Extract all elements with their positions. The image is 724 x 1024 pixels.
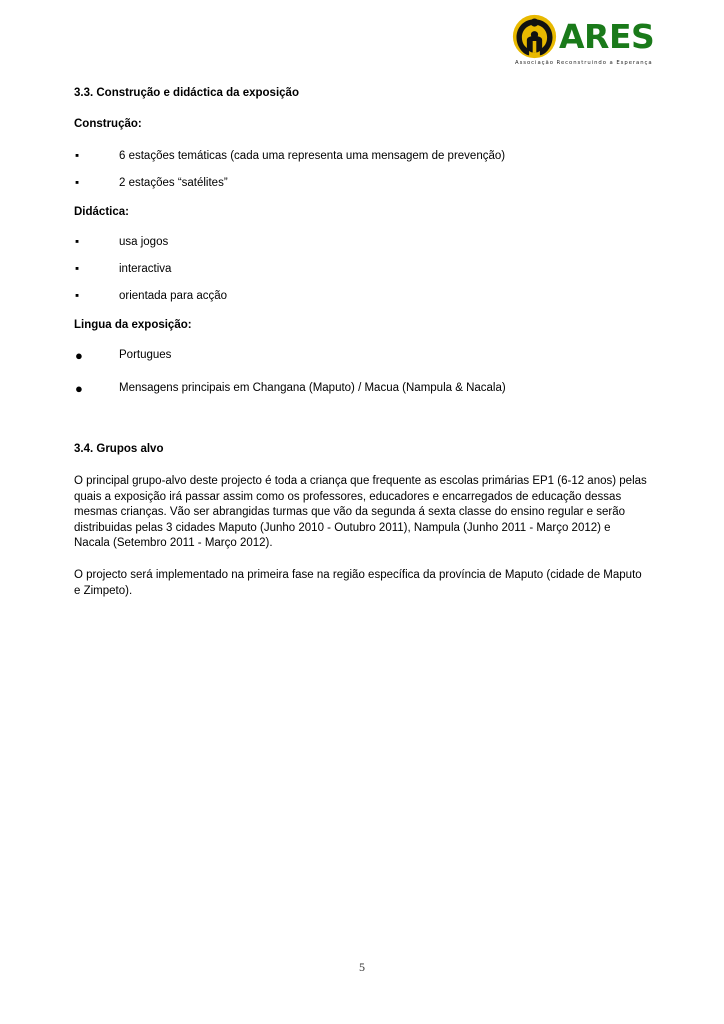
page-number: 5 [359, 960, 365, 974]
logo-tagline: Associação Reconstruindo a Esperança [515, 60, 653, 66]
list-item [74, 149, 649, 164]
list-item-label: 2 estações “satélites” [119, 177, 228, 189]
section-heading-3-4: 3.4. Grupos alvo [74, 443, 164, 455]
list-item-label: Portugues [119, 349, 172, 361]
list-item [74, 262, 649, 277]
logo-row [512, 14, 677, 59]
list-item-label: usa jogos [119, 236, 169, 248]
list-item [74, 289, 649, 304]
ares-logo [512, 14, 677, 70]
list-item [74, 176, 649, 191]
list-item-label: orientada para acção [119, 290, 228, 302]
list-item-label: interactiva [119, 263, 172, 275]
list-item-label: 6 estações temáticas (cada uma representa uma mensagem de prevenção) [119, 150, 506, 162]
square-bullet-icon: ▪ [75, 263, 80, 275]
group-label-didactica: Didáctica: [74, 206, 129, 218]
list-item [74, 235, 649, 250]
square-bullet-icon: ▪ [75, 177, 80, 189]
group-label-lingua: Lingua da exposição: [74, 319, 192, 331]
group-label-construcao: Construção: [74, 118, 142, 130]
paragraph-implementacao: O projecto será implementado na primeira fase na região específica da província de Maputo (cidade de Maputo e Zimpeto). [74, 568, 642, 597]
round-bullet-icon: ● [75, 348, 83, 363]
round-bullet-icon: ● [75, 381, 83, 396]
ares-circle-emblem-icon [512, 14, 557, 59]
list-item [74, 348, 649, 363]
square-bullet-icon: ▪ [75, 236, 80, 248]
paragraph-grupos-alvo: O principal grupo-alvo deste projecto é toda a criança que frequente as escolas primárias EP1 (6-12 anos) pelas quais a exposição irá passar assim como os professores, educadores e encarregados de educação dessas mesmas crianças. Vão ser abrangidas turmas que vão da segunda á sexta classe do ensino regular e serão distribuidas pelas 3 cidades Maputo (Junho 2010 - Outubro 2011), Nampula (Junho 2011 - Março 2012) e Nacala (Setembro 2011 - Março 2012). [74, 475, 647, 550]
section-heading-3-3: 3.3. Construção e didáctica da exposição [74, 87, 299, 99]
list-item [74, 381, 649, 396]
square-bullet-icon: ▪ [75, 150, 80, 162]
document-content [74, 86, 649, 599]
list-item-label: Mensagens principais em Changana (Maputo) / Macua (Nampula & Nacala) [119, 382, 506, 394]
logo-wordmark: ARES [559, 17, 655, 56]
square-bullet-icon: ▪ [75, 290, 80, 302]
